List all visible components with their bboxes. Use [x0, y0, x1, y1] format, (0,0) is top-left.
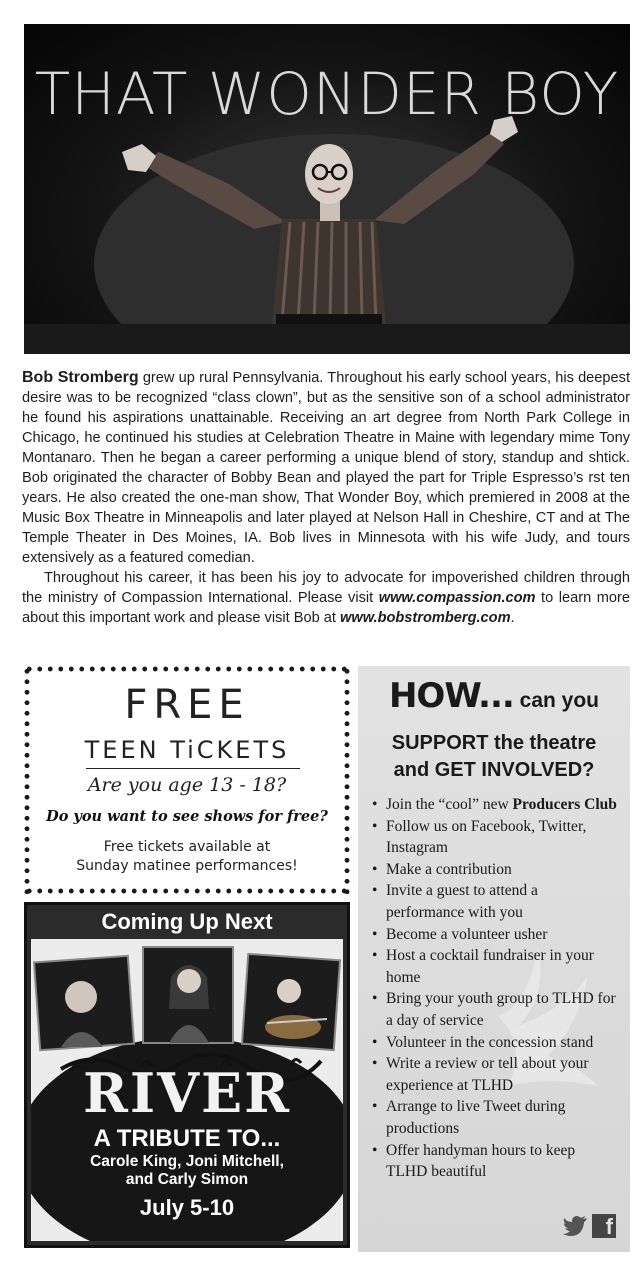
dotted-border-top	[24, 666, 350, 672]
how-subheading-line-2: and GET INVOLVED?	[393, 759, 595, 781]
support-item-producers-club-text: Join the “cool” new	[386, 796, 513, 813]
coming-up-next-box	[24, 902, 350, 1248]
support-item: • Bring your youth group to TLHD for a day of service	[370, 988, 620, 1031]
twitter-icon[interactable]	[562, 1215, 588, 1237]
support-item: • Host a cocktail fundraiser in your home	[370, 945, 620, 988]
producers-club-name: Producers Club	[512, 796, 617, 813]
coming-up-artwork	[31, 939, 343, 1241]
artists-line-1: Carole King, Joni Mitchell,	[90, 1153, 284, 1170]
bio-paragraph-1	[22, 368, 630, 568]
bobstromberg-link[interactable]: www.bobstromberg.com	[340, 610, 511, 626]
teen-tickets-underline	[86, 768, 300, 769]
bio-paragraph-2	[22, 568, 630, 628]
show-dates: July 5-10	[139, 1195, 235, 1220]
facebook-icon[interactable]: f	[592, 1214, 616, 1238]
support-item: • Volunteer in the concession stand	[370, 1032, 620, 1054]
support-list	[370, 794, 620, 1183]
how-subheading	[358, 730, 630, 784]
support-item: • Become a volunteer usher	[370, 924, 620, 946]
how-heading-rest: can you	[513, 689, 600, 712]
teen-tickets-heading: TEEN TiCKETS	[84, 736, 290, 764]
bio-paragraph-2-text-a: Throughout his career, it has been his joy to advocate for impoverished children through the ministry of Compassion International. Please visit	[22, 570, 630, 606]
want-question: Do you want to see shows for free?	[46, 808, 328, 825]
availability-line-2: Sunday matinee performances!	[76, 858, 298, 874]
support-item: • Invite a guest to attend a performance with you	[370, 880, 620, 923]
social-icons	[562, 1214, 616, 1238]
free-heading: FREE	[124, 682, 250, 728]
support-item: • Arrange to live Tweet during productions	[370, 1096, 620, 1139]
coming-up-heading: Coming Up Next	[101, 909, 273, 934]
availability-line-1: Free tickets available at	[103, 839, 271, 855]
bio-paragraph-2-text-c: .	[510, 610, 515, 626]
support-item: • Make a contribution	[370, 859, 620, 881]
artist-photo-center	[143, 947, 233, 1043]
artist-photo-left	[34, 956, 134, 1050]
bio-paragraph-1-text: grew up rural Pennsylvania. Throughout his early school years, his deepest desire was to be recognized “class clown”, but as the sensitive son of a school administrator he found his aspirations unattainable. Receiving an art degree from North Park College in Chicago, he continued his studies at Celebration Theatre in Maine with legendary mime Tony Montanaro. Then he began a career performing a unique blend of story, standup and shtick. Bob originated the character of Bobby Bean and played the part for Triple Espresso’s rst ten years. He also created the one-man show, That Wonder Boy, which premiered in 2008 at the Music Box Theatre in Minneapolis and later played at Nelson Hall in Cheshire, CT and at The Temple Theater in Des Moines, IA. Bob lives in Minnesota with his wife Judy, and tours extensively as a featured comedian.	[22, 370, 631, 566]
hero-photo	[24, 24, 630, 354]
availability-text	[24, 838, 350, 876]
tribute-text	[31, 1125, 343, 1223]
age-question: Are you age 13 - 18?	[87, 774, 287, 796]
bio-text	[22, 368, 630, 628]
tribute-heading: A TRIBUTE TO...	[93, 1125, 281, 1152]
artist-photo-right	[242, 954, 340, 1050]
show-title: RIVER	[82, 1061, 292, 1125]
hero-title: THAT WONDER BOY	[34, 60, 620, 128]
artists-line-2: and Carly Simon	[125, 1171, 249, 1188]
compassion-link[interactable]: www.compassion.com	[378, 590, 536, 606]
support-theatre-box	[358, 666, 630, 1252]
bio-name: Bob Stromberg	[22, 369, 139, 386]
dotted-border-bottom	[24, 888, 350, 894]
how-heading-big: HOW...	[388, 676, 514, 716]
teen-tickets-box	[24, 666, 350, 894]
support-item: • Write a review or tell about your experience at TLHD	[370, 1053, 620, 1096]
how-subheading-line-1: SUPPORT the theatre	[391, 732, 597, 754]
support-item-producers-club	[370, 794, 620, 816]
support-item: • Follow us on Facebook, Twitter, Instagram	[370, 816, 620, 859]
how-heading	[358, 676, 630, 716]
support-item: • Offer handyman hours to keep TLHD beautiful	[370, 1140, 620, 1183]
bio-paragraph-2-text-b: to learn more about this important work and please visit Bob at	[22, 590, 630, 626]
